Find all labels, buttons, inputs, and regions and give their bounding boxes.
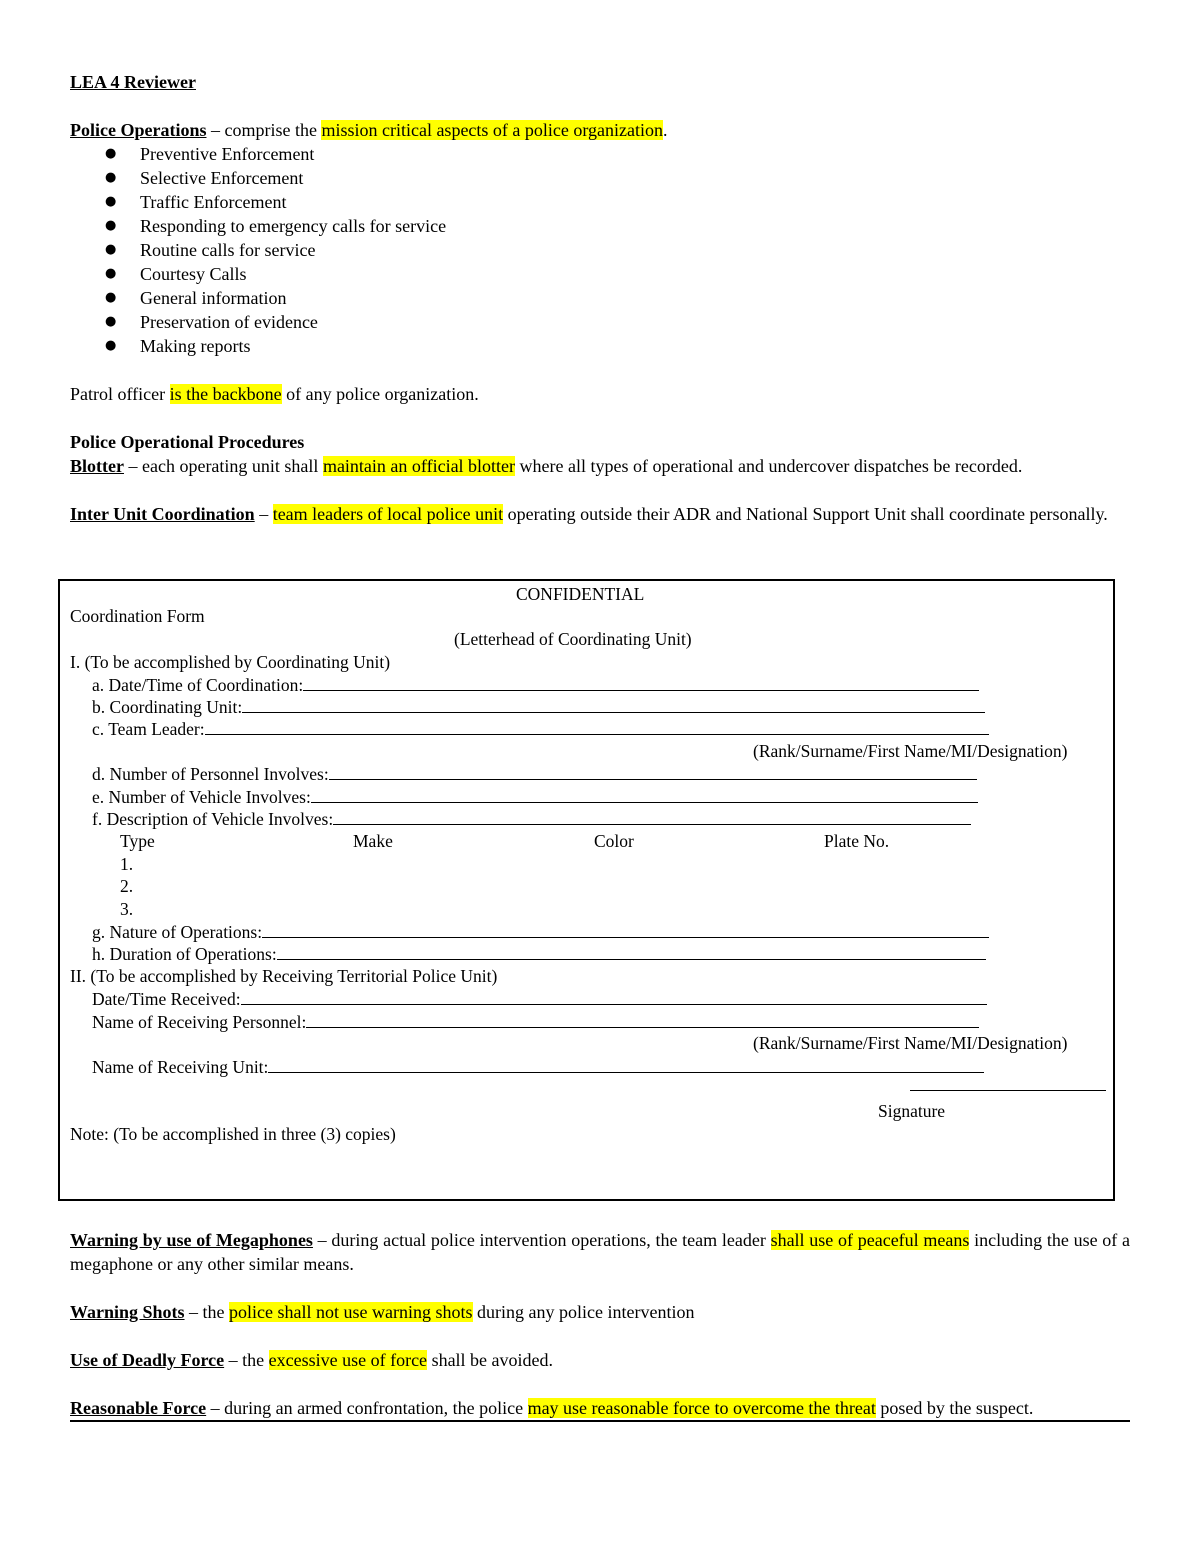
list-item: ● Making reports <box>70 334 1130 358</box>
list-item: ● Preventive Enforcement <box>70 142 1130 166</box>
form-field-c: c. Team Leader: <box>92 717 989 741</box>
document-body-continued <box>70 1228 1130 1422</box>
fill-line[interactable] <box>329 762 977 780</box>
form-field-g: g. Nature of Operations: <box>92 920 989 944</box>
reasonable-force-definition: Reasonable Force – during an armed confrontation, the police may use reasonable force to overcome the threat posed by the suspect. <box>70 1396 1130 1422</box>
form-letterhead: (Letterhead of Coordinating Unit) <box>454 629 692 649</box>
fill-line[interactable] <box>306 1010 979 1028</box>
col-color: Color <box>594 831 634 851</box>
form-confidential: CONFIDENTIAL <box>516 584 645 604</box>
form-field-f: f. Description of Vehicle Involves: <box>92 807 971 831</box>
procedures-heading: Police Operational Procedures <box>70 432 305 452</box>
highlight: shall use of peaceful means <box>770 1230 970 1250</box>
highlight: mission critical aspects of a police organization <box>321 120 664 140</box>
list-item: ● Routine calls for service <box>70 238 1130 262</box>
highlight: maintain an official blotter <box>322 456 516 476</box>
form-date-received: Date/Time Received: <box>92 987 987 1011</box>
form-field-b: b. Coordinating Unit: <box>92 695 985 719</box>
highlight: is the backbone <box>169 384 282 404</box>
fill-line[interactable] <box>241 987 987 1005</box>
term-police-operations: Police Operations <box>70 120 207 140</box>
form-note: Note: (To be accomplished in three (3) copies) <box>70 1124 396 1144</box>
fill-line[interactable] <box>268 1055 984 1073</box>
police-operations-list <box>70 142 1130 358</box>
fill-line[interactable] <box>205 717 989 735</box>
col-type: Type <box>120 831 155 851</box>
form-receiving-personnel: Name of Receiving Personnel: <box>92 1010 979 1034</box>
patrol-officer-statement: Patrol officer is the backbone of any police organization. <box>70 384 479 404</box>
form-receiving-unit: Name of Receiving Unit: <box>92 1055 984 1079</box>
vehicle-row-3: 3. <box>120 899 134 919</box>
form-field-d: d. Number of Personnel Involves: <box>92 762 977 786</box>
col-plate: Plate No. <box>824 831 890 851</box>
blotter-definition: Blotter – each operating unit shall maintain an official blotter where all types of operational and undercover dispatches be recorded. <box>70 456 1023 476</box>
form-section-1: I. (To be accomplished by Coordinating Unit) <box>70 652 391 672</box>
deadly-force-definition: Use of Deadly Force – the excessive use of force shall be avoided. <box>70 1350 554 1370</box>
list-item: ● Courtesy Calls <box>70 262 1130 286</box>
highlight: police shall not use warning shots <box>229 1302 473 1322</box>
document-title: LEA 4 Reviewer <box>70 72 196 92</box>
term-blotter: Blotter <box>70 456 124 476</box>
form-section-2: II. (To be accomplished by Receiving Territorial Police Unit) <box>70 966 498 986</box>
coordination-form <box>58 579 1115 1201</box>
fill-line[interactable] <box>333 807 971 825</box>
highlight: may use reasonable force to overcome the threat <box>527 1398 876 1418</box>
list-item: ● Traffic Enforcement <box>70 190 1130 214</box>
form-field-h: h. Duration of Operations: <box>92 942 986 966</box>
fill-line[interactable] <box>242 695 985 713</box>
form-rank-note-2: (Rank/Surname/First Name/MI/Designation) <box>753 1033 1068 1053</box>
fill-line[interactable] <box>277 942 986 960</box>
list-item: ● General information <box>70 286 1130 310</box>
document-body <box>70 70 1130 526</box>
form-signature-label: Signature <box>878 1101 946 1121</box>
form-field-a: a. Date/Time of Coordination: <box>92 673 979 697</box>
warning-shots-definition: Warning Shots – the police shall not use warning shots during any police intervention <box>70 1302 695 1322</box>
form-rank-note: (Rank/Surname/First Name/MI/Designation) <box>753 741 1068 761</box>
police-operations-definition: Police Operations – comprise the mission critical aspects of a police organization. <box>70 120 668 140</box>
list-item: ● Selective Enforcement <box>70 166 1130 190</box>
signature-line[interactable] <box>910 1074 1106 1091</box>
term-warning-shots: Warning Shots <box>70 1302 185 1322</box>
list-item: ● Responding to emergency calls for service <box>70 214 1130 238</box>
col-make: Make <box>353 831 393 851</box>
list-item: ● Preservation of evidence <box>70 310 1130 334</box>
fill-line[interactable] <box>262 920 989 938</box>
term-megaphones: Warning by use of Megaphones <box>70 1230 313 1250</box>
highlight: excessive use of force <box>268 1350 428 1370</box>
fill-line[interactable] <box>303 673 979 691</box>
form-field-e: e. Number of Vehicle Involves: <box>92 785 978 809</box>
fill-line[interactable] <box>311 785 978 803</box>
vehicle-row-1: 1. <box>120 854 134 874</box>
term-inter-unit: Inter Unit Coordination <box>70 504 255 524</box>
term-reasonable-force: Reasonable Force <box>70 1398 207 1418</box>
megaphones-definition: Warning by use of Megaphones – during actual police intervention operations, the team leader shall use of peaceful means including the use of a megaphone or any other similar means. <box>70 1230 1131 1274</box>
highlight: team leaders of local police unit <box>272 504 504 524</box>
form-title: Coordination Form <box>70 606 205 626</box>
inter-unit-definition: Inter Unit Coordination – team leaders of local police unit operating outside their ADR and National Support Unit shall coordinate personally. <box>70 504 1108 524</box>
term-deadly-force: Use of Deadly Force <box>70 1350 225 1370</box>
vehicle-row-2: 2. <box>120 876 134 896</box>
